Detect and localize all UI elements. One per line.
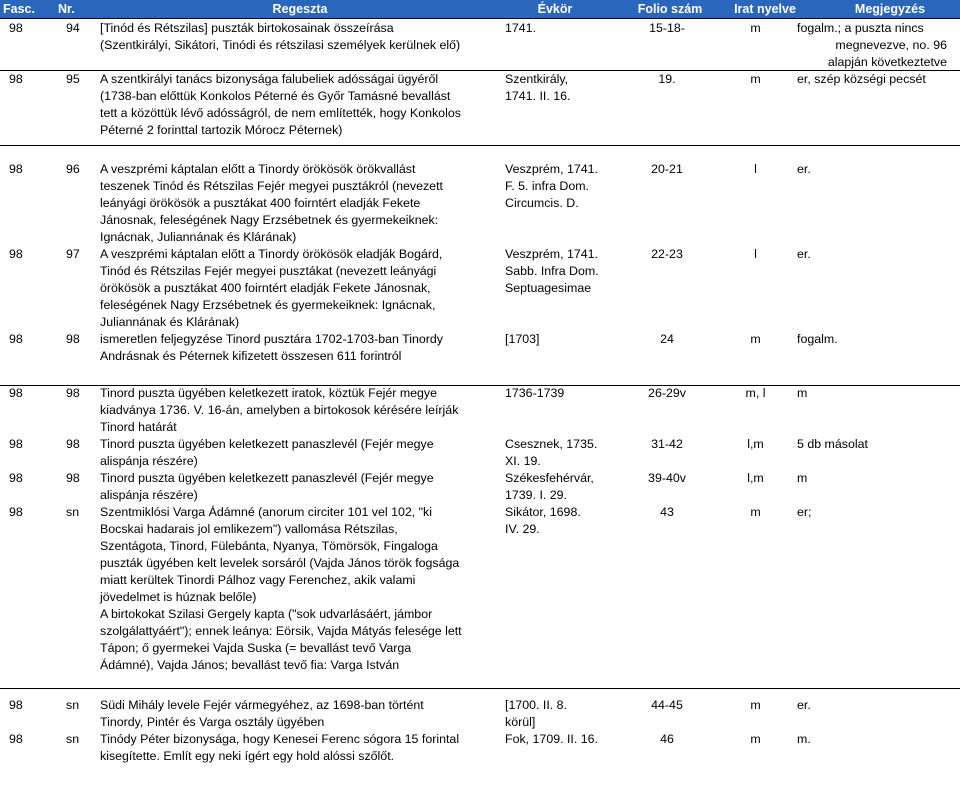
- cell-nyelv: m: [750, 332, 761, 346]
- cell-folio: 20-21: [651, 162, 683, 176]
- cell-regeszta: örökösök a pusztákat 400 foirntért eladják Fekete Jánosnak,: [100, 281, 431, 295]
- cell-regeszta: Ignácnak, Juliannának és Klárának): [100, 230, 297, 244]
- cell-nyelv: m, l: [745, 386, 766, 400]
- row-separator: [0, 145, 960, 146]
- cell-megj: er;: [797, 505, 812, 519]
- cell-folio: 26-29v: [648, 386, 686, 400]
- cell-nyelv: m: [750, 732, 761, 746]
- cell-regeszta: A szentkirályi tanács bizonysága falubeliek adósságai ügyéről: [100, 72, 439, 86]
- cell-evkor: F. 5. infra Dom.: [505, 179, 590, 193]
- cell-megj: megnevezve, no. 96: [835, 38, 947, 52]
- cell-regeszta: A veszprémi káptalan előtt a Tinordy örökösök eladják Bogárd,: [100, 247, 443, 261]
- cell-regeszta: Juliannának és Klárának): [100, 315, 240, 329]
- cell-folio: 22-23: [651, 247, 683, 261]
- cell-megj: fogalm.; a puszta nincs: [797, 21, 924, 35]
- cell-fasc: 98: [9, 471, 23, 485]
- cell-regeszta: szolgálattyáért"); ennek leánya: Eörsik, Vajda Mátyás felesége lett: [100, 624, 462, 638]
- cell-evkor: Székesfehérvár,: [505, 471, 594, 485]
- cell-evkor: 1739. I. 29.: [505, 488, 568, 502]
- cell-fasc: 98: [9, 437, 23, 451]
- cell-megj: er.: [797, 698, 811, 712]
- cell-regeszta: Tinord puszta ügyében keletkezett panaszlevél (Fejér megye: [100, 471, 434, 485]
- cell-nr: 97: [66, 247, 80, 261]
- cell-nr: 94: [66, 21, 80, 35]
- cell-evkor: IV. 29.: [505, 522, 540, 536]
- cell-folio: 24: [660, 332, 674, 346]
- header-megjegyzes: Megjegyzés: [854, 2, 926, 16]
- cell-regeszta: ismeretlen feljegyzése Tinord pusztára 1702-1703-ban Tinordy: [100, 332, 444, 346]
- cell-folio: 15-18-: [649, 21, 685, 35]
- cell-regeszta: Tinódy Péter bizonysága, hogy Kenesei Ferenc sógora 15 forintal: [100, 732, 460, 746]
- cell-evkor: [1700. II. 8.: [505, 698, 567, 712]
- cell-regeszta: puszták ügyében kelt levelek sorsáról (Vajda János török fogsága: [100, 556, 460, 570]
- cell-regeszta: Szentágota, Tinord, Fülebánta, Nyanya, Tömörsök, Fingaloga: [100, 539, 438, 553]
- cell-evkor: Szentkirály,: [505, 72, 569, 86]
- cell-folio: 46: [660, 732, 674, 746]
- cell-nr: 96: [66, 162, 80, 176]
- cell-regeszta: Szentmiklósi Varga Ádámné (anorum circiter 101 vel 102, "ki: [100, 505, 432, 519]
- cell-regeszta: kisegítette. Említ egy neki ígért egy hold alóssi szőlőt.: [100, 749, 395, 763]
- cell-regeszta: tett a közöttük lévő adósságról, de nem említették, hogy Konkolos: [100, 106, 461, 120]
- cell-regeszta: (1738-ban előttük Konkolos Péterné és Győr Tamásné bevallást: [100, 89, 451, 103]
- cell-fasc: 98: [9, 332, 23, 346]
- cell-nr: 98: [66, 471, 80, 485]
- cell-fasc: 98: [9, 698, 23, 712]
- cell-fasc: 98: [9, 247, 23, 261]
- cell-regeszta: Südi Mihály levele Fejér vármegyéhez, az 1698-ban történt: [100, 698, 424, 712]
- cell-megj: m: [797, 386, 808, 400]
- cell-regeszta: miatt kerültek Tinordi Pálhoz vagy Ferenchez, akik valami: [100, 573, 416, 587]
- cell-regeszta: Péterné 2 forinttal tartozik Mórocz Péternek): [100, 123, 343, 137]
- cell-evkor: 1736-1739: [505, 386, 565, 400]
- cell-evkor: Sikátor, 1698.: [505, 505, 581, 519]
- cell-regeszta: A veszprémi káptalan előtt a Tinordy örökösök örökvallást: [100, 162, 416, 176]
- cell-regeszta: teszenek Tinód és Rétszilas Fejér megyei pusztákról (nevezett: [100, 179, 443, 193]
- cell-fasc: 98: [9, 21, 23, 35]
- cell-nr: 98: [66, 437, 80, 451]
- cell-regeszta: alispánja részére): [100, 454, 198, 468]
- cell-fasc: 98: [9, 386, 23, 400]
- cell-regeszta: Jánosnak, feleségének Nagy Erzsébetnek és gyermekeiknek:: [100, 213, 439, 227]
- cell-nr: 98: [66, 332, 80, 346]
- cell-megj: er, szép községi pecsét: [797, 72, 926, 86]
- cell-regeszta: Tinordy, Pintér és Varga osztály ügyében: [100, 715, 325, 729]
- header-fasc: Fasc.: [3, 2, 35, 16]
- cell-regeszta: feleségének Nagy Erzsébetnek és gyermekeiknek: Ignácnak,: [100, 298, 436, 312]
- cell-megj: fogalm.: [797, 332, 838, 346]
- cell-regeszta: Bocskai hadarais jol emlikezem") vallomása Rétszilas,: [100, 522, 398, 536]
- cell-evkor: Septuagesimae: [505, 281, 592, 295]
- cell-nr: 95: [66, 72, 80, 86]
- row-separator: [0, 18, 960, 19]
- cell-regeszta: Tinord puszta ügyében keletkezett panaszlevél (Fejér megye: [100, 437, 434, 451]
- header-evkor: Évkör: [537, 2, 573, 16]
- cell-evkor: Veszprém, 1741.: [505, 247, 598, 261]
- cell-regeszta: leányági örökösök a pusztákat 400 foirntért eladják Fekete: [100, 196, 421, 210]
- cell-regeszta: A birtokokat Szilasi Gergely kapta ("sok udvarlásáért, jámbor: [100, 607, 433, 621]
- cell-folio: 44-45: [651, 698, 683, 712]
- cell-folio: 39-40v: [648, 471, 686, 485]
- cell-fasc: 98: [9, 72, 23, 86]
- cell-nr: sn: [66, 505, 80, 519]
- header-nyelv: Irat nyelve: [734, 2, 796, 16]
- cell-evkor: 1741. II. 16.: [505, 89, 571, 103]
- header-regeszta: Regeszta: [272, 2, 328, 16]
- cell-evkor: Circumcis. D.: [505, 196, 579, 210]
- cell-regeszta: Tinord puszta ügyében keletkezett iratok, köztük Fejér megye: [100, 386, 438, 400]
- cell-evkor: XI. 19.: [505, 454, 541, 468]
- cell-nyelv: l,m: [747, 471, 764, 485]
- row-separator: [0, 688, 960, 689]
- cell-evkor: Veszprém, 1741.: [505, 162, 598, 176]
- cell-regeszta: alispánja részére): [100, 488, 198, 502]
- cell-megj: alapján következtetve: [827, 55, 947, 69]
- cell-nr: sn: [66, 698, 80, 712]
- table-header: [0, 0, 960, 18]
- cell-evkor: Sabb. Infra Dom.: [505, 264, 599, 278]
- cell-nr: sn: [66, 732, 80, 746]
- cell-regeszta: Tinód és Rétszilas Fejér megyei pusztákat (nevezett leányági: [100, 264, 437, 278]
- cell-evkor: körül]: [505, 715, 536, 729]
- cell-megj: m: [797, 471, 808, 485]
- cell-fasc: 98: [9, 505, 23, 519]
- cell-nyelv: m: [750, 505, 761, 519]
- cell-evkor: Fok, 1709. II. 16.: [505, 732, 598, 746]
- cell-megj: er.: [797, 162, 811, 176]
- cell-regeszta: kiadványa 1736. V. 16-án, amelyben a birtokosok kérésére leírják: [100, 403, 459, 417]
- cell-regeszta: Tápon; ő gyermekei Vajda Suska (= bevallást tevő Varga: [100, 641, 412, 655]
- cell-megj: 5 db másolat: [797, 437, 868, 451]
- cell-nyelv: m: [750, 698, 761, 712]
- header-nr: Nr.: [58, 2, 75, 16]
- cell-regeszta: (Szentkirályi, Sikátori, Tinódi és rétszilasi személyek kerülnek elő): [100, 38, 461, 52]
- cell-regeszta: jövedelmet is húznak belőle): [100, 590, 257, 604]
- cell-fasc: 98: [9, 732, 23, 746]
- cell-folio: 19.: [658, 72, 676, 86]
- cell-megj: er.: [797, 247, 811, 261]
- cell-nyelv: l: [754, 247, 757, 261]
- cell-evkor: 1741.: [505, 21, 537, 35]
- cell-regeszta: [Tinód és Rétszilas] puszták birtokosainak összeírása: [100, 21, 394, 35]
- cell-nyelv: l: [754, 162, 757, 176]
- cell-nyelv: m: [750, 72, 761, 86]
- cell-nyelv: m: [750, 21, 761, 35]
- cell-nr: 98: [66, 386, 80, 400]
- cell-nyelv: l,m: [747, 437, 764, 451]
- cell-megj: m.: [797, 732, 811, 746]
- cell-folio: 43: [660, 505, 674, 519]
- cell-evkor: Csesznek, 1735.: [505, 437, 598, 451]
- cell-fasc: 98: [9, 162, 23, 176]
- cell-folio: 31-42: [651, 437, 683, 451]
- cell-regeszta: Ádámné), Vajda János; bevallást tevő fia: Varga István: [100, 658, 400, 672]
- cell-regeszta: Andrásnak és Péternek kifizetett összesen 611 forintról: [100, 349, 402, 363]
- cell-evkor: [1703]: [505, 332, 540, 346]
- header-folio: Folio szám: [637, 2, 703, 16]
- cell-regeszta: Tinord határát: [100, 420, 177, 434]
